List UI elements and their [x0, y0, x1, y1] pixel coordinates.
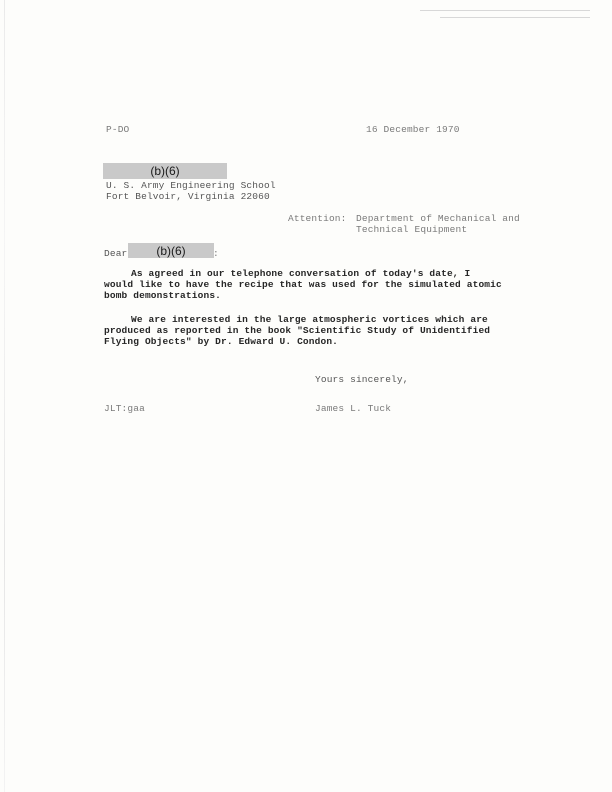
paragraph-2-line-1: We are interested in the large atmospheric vortices which are	[131, 314, 488, 325]
scan-mark	[420, 10, 590, 11]
attention-line-2: Technical Equipment	[356, 224, 468, 235]
redaction-box-recipient: (b)(6)	[103, 163, 227, 179]
paragraph-2-line-3: Flying Objects" by Dr. Edward U. Condon.	[104, 336, 339, 347]
salutation-prefix: Dear	[104, 248, 128, 259]
typist-initials: JLT:gaa	[104, 403, 145, 414]
valediction: Yours sincerely,	[315, 374, 409, 385]
letter-date: 16 December 1970	[366, 124, 460, 135]
paragraph-1-line-1: As agreed in our telephone conversation of today's date, I	[131, 268, 471, 279]
address-line-1: U. S. Army Engineering School	[106, 180, 276, 191]
redaction-box-salutation: (b)(6)	[128, 243, 214, 258]
scan-edge	[4, 0, 5, 792]
paragraph-2-line-2: produced as reported in the book "Scientific Study of Unidentified	[104, 325, 491, 336]
salutation-suffix: :	[213, 248, 219, 259]
address-line-2: Fort Belvoir, Virginia 22060	[106, 191, 270, 202]
signer-name: James L. Tuck	[315, 403, 392, 414]
paragraph-1-line-3: bomb demonstrations.	[104, 290, 222, 301]
attention-line-1: Department of Mechanical and	[356, 213, 520, 224]
attention-label: Attention:	[288, 213, 347, 224]
paragraph-1-line-2: would like to have the recipe that was used for the simulated atomic	[104, 279, 502, 290]
file-reference: P-DO	[106, 124, 130, 135]
scan-mark	[440, 17, 590, 18]
